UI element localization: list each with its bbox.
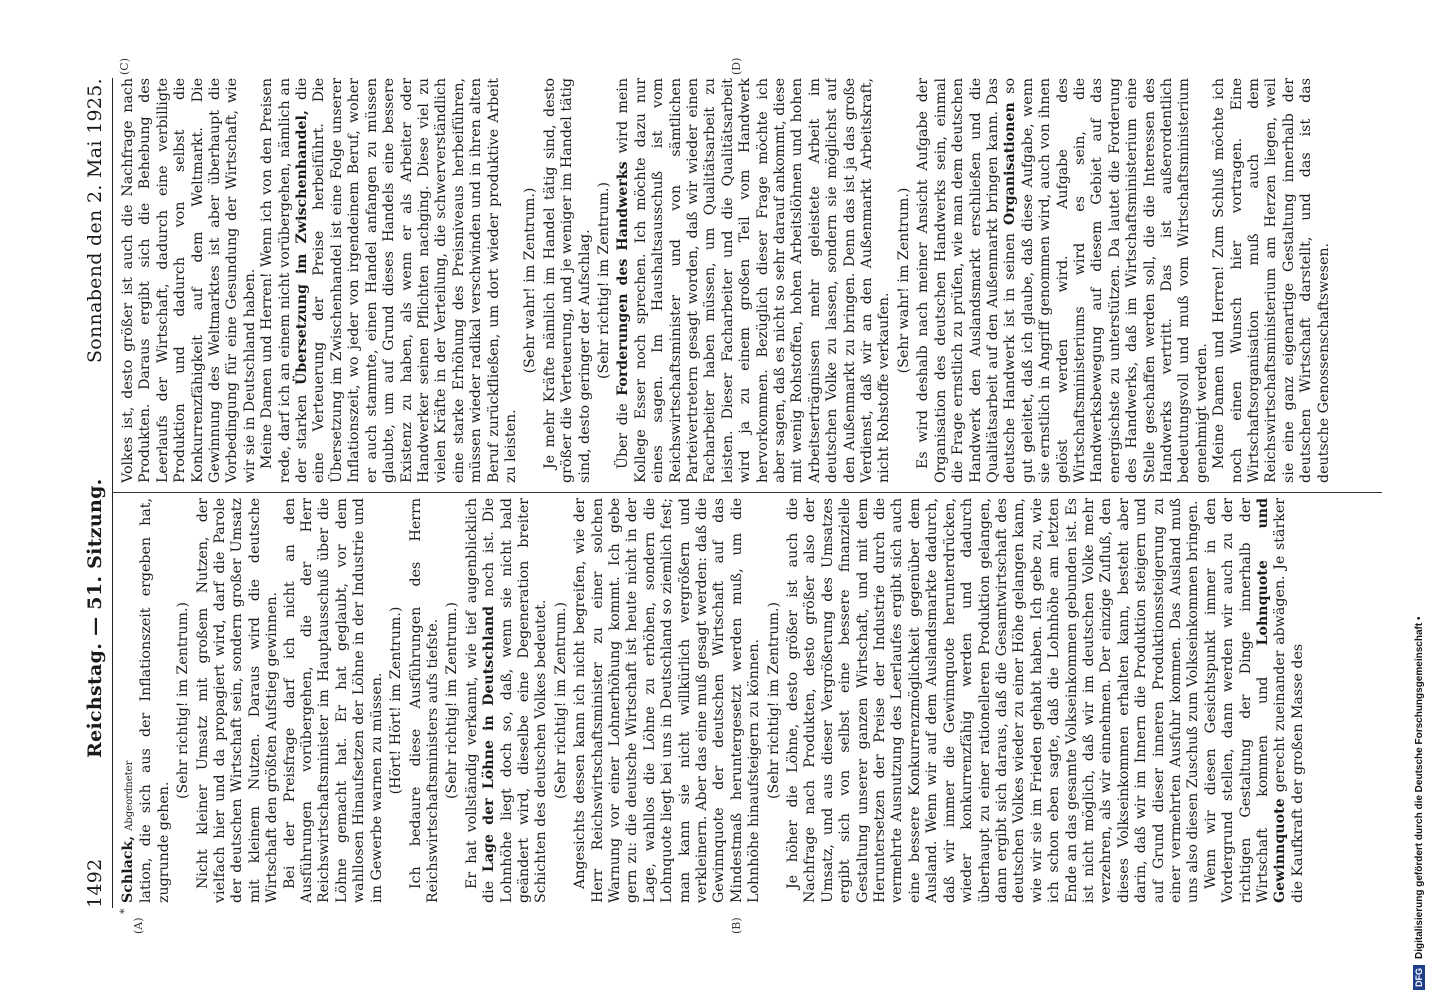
speaker-role: Abgeordneter	[124, 760, 135, 831]
margin-marker-c: (C)	[118, 58, 131, 75]
margin-marker-b: (B)	[730, 917, 743, 934]
paragraph: Je höher die Löhne, desto größer ist auch die Nachfrage nach Produkten, desto größer also der Umsatz, und aus dieser Vergrößerung des Umsatzes ergibt sich von selbst eine bessere finanzielle Gestaltung unserer ganzen Wirtschaft, und mit dem Heruntersetzen der Preise der Industrie durch die vermehrte Ausnutzung des Leerlaufes ergibt sich auch eine bessere Konkurrenzmöglichkeit gegenüber dem Ausland. Wenn wir auf dem Auslandsmarkte dadurch, daß wir immer die Gewinnquote herunterdrücken, wieder konkurrenzfähig werden und dadurch überhaupt zu einer rationelleren Produktion gelangen, dann ergibt sich daraus, daß die Gesamtwirtschaft des deutschen Volkes wieder zu einer Höhe gelangen kann, wie wir sie im Frieden gehabt haben. Ich gebe zu, wie ich schon eben sagte, daß die Lohnhöhe am letzten Ende an das gesamte Volkseinkommen gebunden ist. Es ist nicht möglich, daß wir im deutschen Volke mehr verzehren, als wir einnehmen. Der einzige Zufluß, den dieses Volkseinkommen erhalten kann, besteht aber darin, daß wir im Innern die Produktion steigern und auf Grund dieser inneren Produktionssteigerung zu einer vermehrten Ausfuhr kommen. Das Ausland muß uns also diesen Zuschuß zum Volkseinkommen bringen.	[785, 498, 1202, 903]
right-column	[120, 78, 1380, 483]
text-run: Wenn wir diesen Gesichtspunkt immer in den Vordergrund stellen, dann werden wir auch zu der richtigen Gestaltung der Dinge innerhalb der Wirtschaft kommen und	[1202, 498, 1271, 903]
text-run: so gut geleitet, daß ich glaube, daß diese Aufgabe, wenn sie ernstlich in Angriff genommen wird, auch von ihnen gelöst werden wird. Aufgabe des Wirtschaftsministeriums wird es sein, die Handwerksbewegung auf diesem Gebiet auf das energischste zu unterstützen. Da lautet die Forderung des Handwerks, daß im Wirtschaftsministerium eine Stelle geschaffen werden soll, die die Interessen des Handwerks vertritt. Das ist außerordentlich bedeutungsvoll und muß vom Wirtschaftsministerium genehmigt werden.	[1002, 78, 1210, 483]
text-run: Es wird deshalb nach meiner Ansicht Aufgabe der Organisation des deutschen Handwerks sein, einmal die Frage ernstlich zu prüfen, wie man dem deutschen Handwerk den Auslandsmarkt erschließen und die Qualitätsarbeit auf den Außenmarkt bringen kann. Das deutsche Handwerk ist in seinen	[915, 78, 1019, 483]
paragraph	[615, 78, 894, 483]
dfg-credit-label: Digitalisierung gefördert durch die Deutsche Forschungsgemeinschaft •	[1414, 616, 1425, 959]
page-number: 1492	[84, 858, 106, 908]
asterisk-marker: *	[118, 908, 131, 914]
text-run: die eine Verteuerung der Preise herbeiführt. Die Übersetzung im Zwischenhandel ist eine Folge unserer Inflationszeit, wo jeder von irgendeinem Beruf, woher er auch stammte, einen Handel anfangen zu müssen glaubte, um auf Grund dieses Handels eine bessere Existenz zu haben, als wenn er als Arbeiter oder Handwerker seinen Pflichten nachging. Diese viel zu vielen Kräfte in der Verteilung, die schwerverständlich eine starke Erhöhung des Preisniveaus herbeiführen, müssen wieder radikal verschwinden und in ihren alten Beruf zurückfließen, um dort wieder produktive Arbeit zu leisten.	[294, 78, 519, 483]
interjection: (Sehr wahr! im Zentrum.)	[895, 187, 912, 374]
text-run: Meine Damen und Herren! Wenn ich von den Preisen rede, darf ich an einem nicht vorübergehen, nämlich an der starken	[259, 78, 311, 483]
session-title: Reichstag. — 51. Sitzung.	[84, 478, 106, 758]
emphasis-text: Lage der Löhne in Deutschland	[481, 596, 498, 873]
paragraph: Je mehr Kräfte nämlich im Handel tätig sind, desto größer die Verteuerung, und je weniger im Handel tätig sind, desto geringer der Aufschlag.	[541, 78, 593, 483]
margin-marker-d: (D)	[730, 57, 743, 75]
interjection: (Sehr wahr! im Zentrum.)	[522, 187, 539, 374]
paragraph: Angesichts dessen kann ich nicht begreifen, wie der Herr Reichswirtschaftsminister zu einer solchen Warnung vor einer Lohnerhöhung kommt. Ich gebe gern zu: die deutsche Wirtschaft ist heute nicht in der Lage, wahllos die Löhne zu erhöhen, sondern die Lohnquote liegt bei uns in Deutschland so ziemlich fest; man kann sie nicht willkürlich vergrößern und verkleinern. Aber das eine muß gesagt werden: daß die Gewinnquote der deutschen Wirtschaft auf das Mindestmaß heruntergesetzt werden muß, um die Lohnhöhe hinaufsteigern zu können.	[572, 498, 763, 903]
header-rule	[112, 78, 113, 908]
emphasis-text: Lohnquote und Gewinnquote	[1255, 498, 1289, 903]
text-run: wird mein Kollege Esser noch sprechen. Ich möchte dazu nur eines sagen. Im Haushaltsausschuß ist vom Reichswirtschaftsminister und von sämtlichen Parteivertretern gesagt worden, daß wir wieder einen Facharbeiter haben müssen, um Qualitätsarbeit zu leisten. Dieser Facharbeiter und die Qualitätsarbeit wird ja zu einem großen Teil vom Handwerk hervorkommen. Bezüglich dieser Frage möchte ich aber sagen, daß es nicht so sehr darauf ankommt, diese mit wenig Rohstoffen, hohen Arbeitslöhnen und hohen Arbeitserträgnissen mehr geleistete Arbeit im deutschen Volke zu lassen, sondern sie möglichst auf den Außenmarkt zu bringen. Denn das ist ja das große Verdienst, daß wir an den Außenmarkt Arbeitskraft, nicht Rohstoffe verkaufen.	[615, 78, 893, 483]
interjection: (Sehr richtig! im Zentrum.)	[595, 181, 612, 380]
paragraph: Ich bedaure diese Ausführungen des Herrn Reichswirtschaftsministers aufs tiefste.	[407, 498, 441, 903]
interjection: (Sehr richtig! im Zentrum.)	[765, 601, 782, 800]
text-run: noch ist. Die Lohnhöhe liegt doch so, daß, wenn sie nicht bald geändert wird, dieselbe eine Degeneration breiter Schichten des deutschen Volkes bedeutet.	[481, 498, 550, 903]
interjection: (Sehr richtig! im Zentrum.)	[444, 601, 461, 800]
paragraph	[1203, 498, 1307, 903]
emphasis-text: Organisationen	[1002, 93, 1019, 226]
emphasis-text: Übersetzung im Zwischenhandel,	[294, 100, 311, 386]
paragraph	[259, 78, 520, 483]
dfg-credit-text	[1412, 10, 1428, 990]
paragraph: Meine Damen und Herren! Zum Schluß möchte ich noch einen Wunsch hier vortragen. Eine Wirtschaftsorganisation muß auch dem Reichswirtschaftsministerium am Herzen liegen, weil sie eine ganz eigenartige Gestaltung innerhalb der deutschen Wirtschaft darstellt, und das ist das deutsche Genossenschaftswesen.	[1211, 78, 1332, 483]
interjection: (Sehr richtig! im Zentrum.)	[175, 601, 192, 800]
emphasis-text: Forderungen des Handwerks	[615, 153, 632, 396]
speaker-name: Schlack,	[120, 830, 136, 903]
paragraph: Volkes ist, desto größer ist auch die Nachfrage nach Produkten. Daraus ergibt sich die Behebung des Leerlaufs der Wirtschaft, dadurch eine verbilligte Produktion und dadurch von selbst die Konkurrenzfähigkeit auf dem Weltmarkt. Die Gewinnung des Weltmarktes ist aber überhaupt die Vorbedingung für eine Gesundung der Wirtschaft, wie wir sie in Deutschland haben.	[120, 78, 258, 483]
paragraph	[120, 498, 138, 903]
paragraph: Nicht kleiner Umsatz mit großem Nutzen, der vielfach hier und da propagiert wird, darf die Parole der deutschen Wirtschaft sein, sondern großer Umsatz mit kleinem Nutzen. Daraus wird die deutsche Wirtschaft den größten Aufstieg gewinnen.	[194, 498, 281, 903]
paragraph: Bei der Preisfrage darf ich nicht an den Ausführungen vorübergehen, die der Herr Reichswirtschaftsminister im Hauptausschuß über die Löhne gemacht hat. Er hat geglaubt, vor dem wahllosen Hinaufsetzen der Löhne in der Industrie und im Gewerbe warnen zu müssen.	[281, 498, 385, 903]
session-date: Sonnabend den 2. Mai 1925.	[84, 78, 106, 364]
dfg-credit-strip	[1412, 10, 1428, 990]
text-run: Über die	[615, 395, 632, 469]
column-separator	[112, 492, 1382, 493]
running-header	[80, 78, 110, 908]
left-column	[120, 498, 1380, 903]
interjection: (Sehr richtig! im Zentrum.)	[552, 601, 569, 800]
text-run: gerecht zueinander abwägen. Je stärker die Kaufkraft der großen Masse des	[1272, 498, 1306, 903]
margin-marker-a: (A)	[132, 917, 145, 934]
paragraph	[464, 498, 551, 903]
text-run: Er hat vollständig verkannt, wie tief augenblicklich die	[463, 498, 498, 903]
paragraph	[915, 78, 1211, 483]
paragraph: lation, die sich aus der Inflationszeit ergeben hat, zugrunde gehen.	[138, 498, 172, 903]
dfg-logo: DFG	[1413, 965, 1425, 990]
interjection: (Hört! Hört! im Zentrum.)	[388, 606, 405, 795]
